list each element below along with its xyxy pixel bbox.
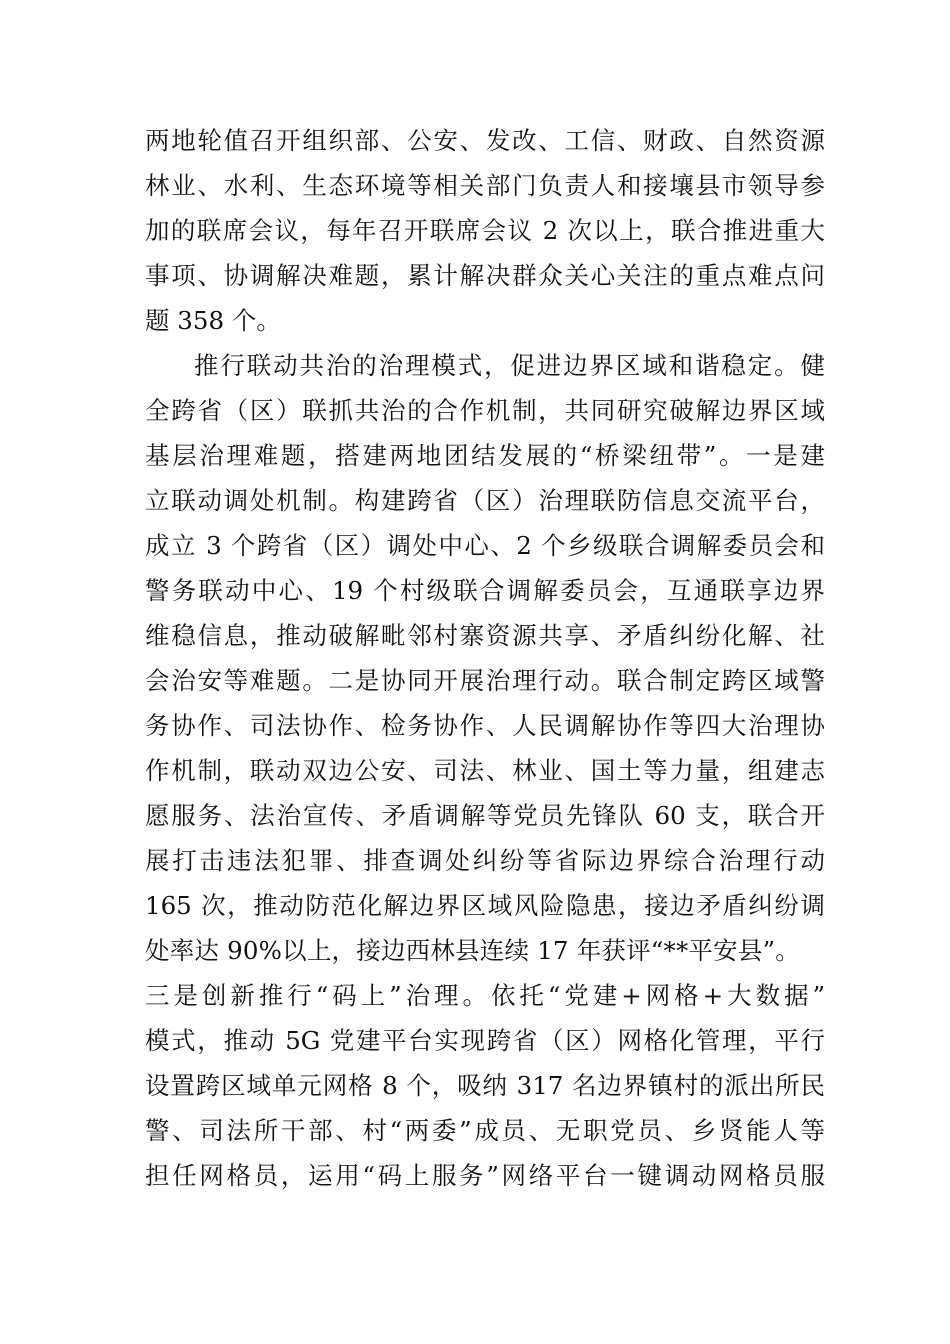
text-line: 林业、水利、生态环境等相关部门负责人和接壤县市领导参 [145, 171, 825, 200]
text-line: 警务联动中心、19 个村级联合调解委员会，互通联享边界 [145, 576, 825, 605]
paragraph-first-line: 推行联动共治的治理模式，促进边界区域和谐稳定。健 [194, 351, 825, 380]
text-line: 担任网格员，运用“码上服务”网络平台一键调动网格员服 [145, 1161, 825, 1190]
text-line: 两地轮值召开组织部、公安、发改、工信、财政、自然资源 [145, 126, 825, 155]
text-line: 三是创新推行“码上”治理。依托“党建+网格+大数据” [145, 981, 825, 1010]
text-line: 警、司法所干部、村“两委”成员、无职党员、乡贤能人等 [145, 1116, 825, 1145]
text-line: 全跨省（区）联抓共治的合作机制，共同研究破解边界区域 [145, 396, 825, 425]
text-line: 维稳信息，推动破解毗邻村寨资源共享、矛盾纠纷化解、社 [145, 621, 825, 650]
text-line: 会治安等难题。二是协同开展治理行动。联合制定跨区域警 [145, 666, 825, 695]
text-line: 模式，推动 5G 党建平台实现跨省（区）网格化管理，平行 [145, 1026, 825, 1055]
text-line: 基层治理难题，搭建两地团结发展的“桥梁纽带”。一是建 [145, 441, 825, 470]
text-line: 事项、协调解决难题，累计解决群众关心关注的重点难点问 [145, 261, 825, 290]
text-line: 165 次，推动防范化解边界区域风险隐患，接边矛盾纠纷调 [145, 891, 825, 920]
text-line: 立联动调处机制。构建跨省（区）治理联防信息交流平台， [145, 486, 825, 515]
text-line: 处率达 90%以上，接边西林县连续 17 年获评“**平安县”。 [145, 936, 800, 965]
text-line: 务协作、司法协作、检务协作、人民调解协作等四大治理协 [145, 711, 825, 740]
text-line: 展打击违法犯罪、排查调处纠纷等省际边界综合治理行动 [145, 846, 825, 875]
document-body [145, 118, 825, 1198]
text-line: 愿服务、法治宣传、矛盾调解等党员先锋队 60 支，联合开 [145, 801, 825, 830]
text-line: 作机制，联动双边公安、司法、林业、国土等力量，组建志 [145, 756, 825, 785]
text-line: 成立 3 个跨省（区）调处中心、2 个乡级联合调解委员会和 [145, 531, 825, 560]
text-line: 加的联席会议，每年召开联席会议 2 次以上，联合推进重大 [145, 216, 825, 245]
text-line: 设置跨区域单元网格 8 个，吸纳 317 名边界镇村的派出所民 [145, 1071, 825, 1100]
text-line: 题 358 个。 [145, 306, 281, 335]
